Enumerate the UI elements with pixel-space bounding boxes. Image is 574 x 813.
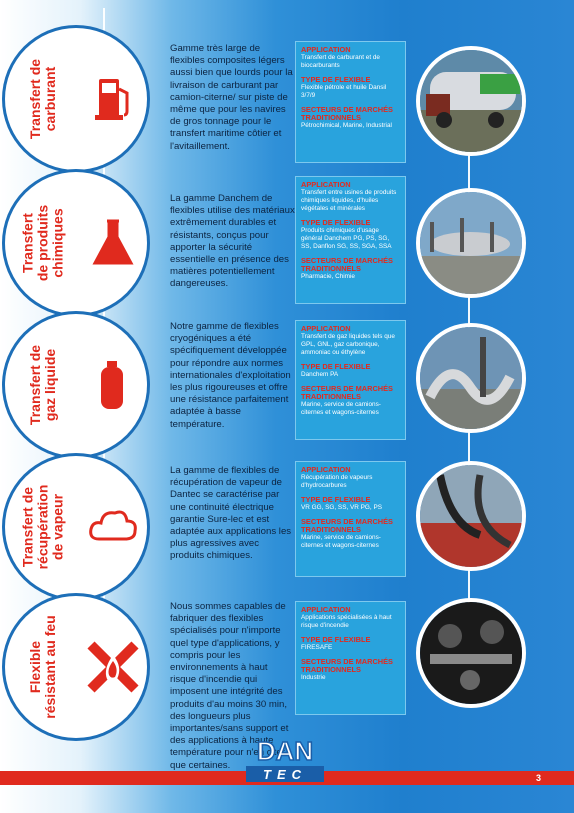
type-text: FIRESAFE xyxy=(301,644,333,651)
fuel-pump-icon xyxy=(85,71,141,127)
sector-heading: SECTEURS DE MARCHÉS TRADITIONNELS xyxy=(301,384,393,401)
vapour-hoses-photo xyxy=(420,465,522,567)
gas-cylinder-icon xyxy=(85,357,141,413)
type-text: Danchem PA xyxy=(301,371,339,378)
section-description: La gamme Danchem de flexibles utilise des matériaux extrêmement durables et résistants, conçus pour apporter la sécurité essentielle en présence des matières potentiellement dangereuses. xyxy=(170,193,295,290)
spec-box xyxy=(296,177,405,303)
fire-test-photo xyxy=(420,602,522,704)
application-text: Transfert entre usines de produits chimiques liquides, d'huiles végétales et minérales xyxy=(301,189,397,212)
type-heading: TYPE DE FLEXIBLE xyxy=(301,362,371,371)
section-description: La gamme de flexibles de récupération de vapeur de Dantec se caractérise par une continuité électrique garantie Sure-lec et est adaptée aux applications les plus agressives avec produits chimiques. xyxy=(170,465,292,562)
sector-text: Marine, service de camions-citernes et wagons-citernes xyxy=(301,401,381,416)
application-heading: APPLICATION xyxy=(301,465,351,474)
lng-terminal-photo xyxy=(420,327,522,429)
sector-text: Industrie xyxy=(301,674,326,681)
type-heading: TYPE DE FLEXIBLE xyxy=(301,75,371,84)
application-text: Transfert de carburant et de biocarburants xyxy=(301,54,380,69)
flammable-hazard-icon xyxy=(85,639,141,695)
section-description: Nous sommes capables de fabriquer des flexibles spécialisés pour n'importe quel type d'applications, y compris pour les environnements à haut risque d'incendie qui imposent une intégrité des produits d'au moins 30 min, des longueurs plus importantes/sans support et des applications à haute température pour n'en citer que certaines. xyxy=(170,601,289,771)
section-circle-vapour xyxy=(5,456,147,598)
section-title: Transfert de récupération de vapeur xyxy=(19,484,66,570)
section-title: Flexible résistant au feu xyxy=(27,615,58,719)
sector-heading: SECTEURS DE MARCHÉS TRADITIONNELS xyxy=(301,105,393,122)
application-heading: APPLICATION xyxy=(301,45,351,54)
flask-icon xyxy=(85,215,141,271)
dantec-logo xyxy=(240,736,330,786)
sector-heading: SECTEURS DE MARCHÉS TRADITIONNELS xyxy=(301,517,393,534)
section-description: Notre gamme de flexibles cryogéniques a été spécifiquement développée pour répondre aux normes internationales d'exploitation les plus rigoureuses et offre une résistance parfaitement adaptée à basse température. xyxy=(170,321,291,430)
type-text: Produits chimiques d'usage général Danchem PG, PS, SG, SS, Danflon SG, SS, SGA, SSA xyxy=(301,227,392,250)
sector-heading: SECTEURS DE MARCHÉS TRADITIONNELS xyxy=(301,256,393,273)
spec-box xyxy=(296,602,405,714)
sector-text: Marine, service de camions-citernes et wagons-citernes xyxy=(301,534,381,549)
type-heading: TYPE DE FLEXIBLE xyxy=(301,218,371,227)
type-heading: TYPE DE FLEXIBLE xyxy=(301,635,371,644)
section-description: Gamme très large de flexibles composites légers aussi bien que lourds pour la livraison de carburant par camion-citerne/ sur piste de même que pour les navires de gros tonnage pour le transfert maritime côtier et l'avitaillement. xyxy=(170,43,293,152)
spec-box xyxy=(296,42,405,162)
sector-heading: SECTEURS DE MARCHÉS TRADITIONNELS xyxy=(301,657,393,674)
application-heading: APPLICATION xyxy=(301,324,351,333)
logo-bottom: TEC xyxy=(263,767,307,782)
spec-box xyxy=(296,462,405,576)
application-text: Applications spécialisées à haut risque d'incendie xyxy=(301,614,392,629)
application-text: Récupération de vapeurs d'hydrocarbures xyxy=(301,474,373,489)
section-title: Transfert de carburant xyxy=(27,58,58,140)
section-title: Transfert de produits chimiques xyxy=(19,204,66,282)
type-text: VR GG, SG, SS, VR PG, PS xyxy=(301,504,382,511)
section-circle-fuel xyxy=(5,28,147,170)
tanker-truck-photo xyxy=(420,50,522,152)
application-text: Transfert de gaz liquides tels que GPL, GNL, gaz carbonique, ammoniac ou éthylène xyxy=(301,333,395,356)
section-circle-fire xyxy=(5,596,147,738)
sector-text: Pharmacie, Chimie xyxy=(301,273,355,280)
type-text: Flexible pétrole et huile Dansil 3/7/9 xyxy=(301,84,387,99)
page-number: 3 xyxy=(536,773,542,783)
sector-text: Pétrochimical, Marine, Industrial xyxy=(301,122,392,129)
application-heading: APPLICATION xyxy=(301,180,351,189)
chemical-plant-photo xyxy=(420,192,522,294)
section-circle-liquid-gas xyxy=(5,314,147,456)
logo-top: DAN xyxy=(256,736,314,766)
type-heading: TYPE DE FLEXIBLE xyxy=(301,495,371,504)
section-circle-chemicals xyxy=(5,172,147,314)
spec-box xyxy=(296,321,405,439)
section-title: Transfert de gaz liquide xyxy=(27,344,58,426)
vapour-cloud-icon xyxy=(85,499,141,555)
application-heading: APPLICATION xyxy=(301,605,351,614)
